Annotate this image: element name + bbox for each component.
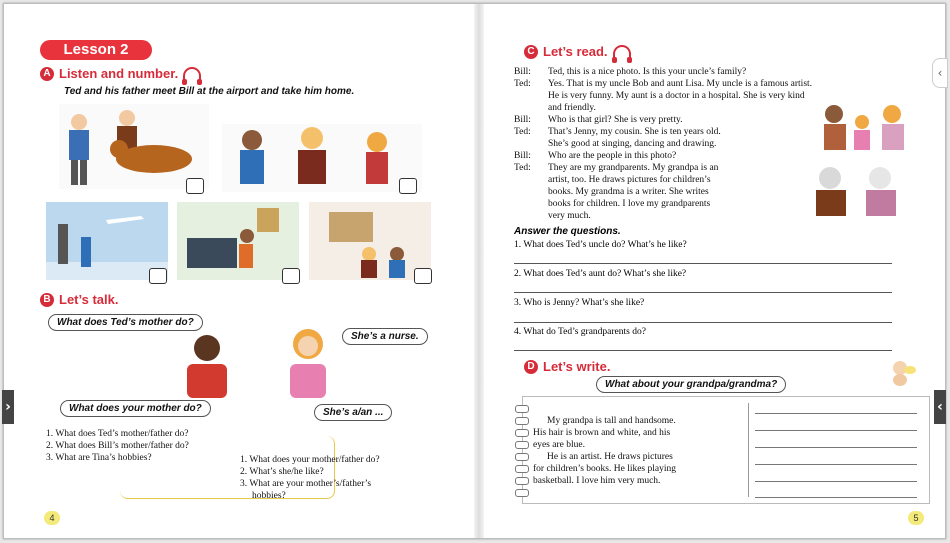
number-box-1[interactable] <box>186 178 204 194</box>
list-item: 2. What’s she/he like? <box>240 467 324 477</box>
left-page <box>4 4 474 538</box>
dialog-text: That’s Jenny, my cousin. She is ten years old. <box>548 127 721 137</box>
illustration-three-kids <box>222 124 422 192</box>
question-list-2 <box>240 454 380 502</box>
dialog-text: She’s good at singing, dancing and drawing. <box>548 139 717 149</box>
list-item: 2. What does Bill’s mother/father do? <box>46 441 189 451</box>
dialog-speaker: Ted: <box>514 163 531 173</box>
writing-line[interactable] <box>755 481 917 482</box>
dialog-text: artist, too. He draws pictures for children’s <box>548 175 711 185</box>
lesson-title: Lesson 2 <box>40 40 152 60</box>
answer-line-4[interactable] <box>514 350 892 351</box>
question-3: 3. Who is Jenny? What’s she like? <box>514 298 645 308</box>
dialog-text: Who is that girl? She is very pretty. <box>548 115 683 125</box>
notebook-divider <box>748 403 749 497</box>
section-d-heading <box>524 359 610 374</box>
illustration-uncle-family <box>814 100 914 152</box>
list-item: 3. What are your mother’s/father’s <box>240 479 372 489</box>
writing-line[interactable] <box>755 464 917 465</box>
section-d-title: Let’s write. <box>543 359 611 374</box>
prev-page-button[interactable] <box>2 390 14 424</box>
chevron-left-icon: ‹ <box>937 399 943 415</box>
dialog-text: Yes. That is my uncle Bob and aunt Lisa. My uncle is a famous artist. <box>548 79 813 89</box>
dialog-text: and friendly. <box>548 103 596 113</box>
spiral-ring <box>515 465 529 473</box>
section-a-title: Listen and number. <box>59 66 179 81</box>
sample-line: basketball. I love him very much. <box>533 476 661 486</box>
speech-bubble-q1: What does Ted’s mother do? <box>48 314 203 331</box>
writing-line[interactable] <box>755 413 917 414</box>
answer-line-2[interactable] <box>514 292 892 293</box>
side-panel-toggle[interactable] <box>932 58 948 88</box>
dialog-speaker: Bill: <box>514 115 531 125</box>
illustration-home <box>177 202 299 280</box>
dialog-text: very much. <box>548 211 591 221</box>
section-b-heading <box>40 292 118 307</box>
dialog-speaker: Ted: <box>514 127 531 137</box>
write-prompt-bubble: What about your grandpa/grandma? <box>596 376 786 393</box>
writing-notebook <box>522 396 930 504</box>
section-a-subtitle: Ted and his father meet Bill at the airport and take him home. <box>64 86 355 97</box>
spiral-ring <box>515 417 529 425</box>
sample-line: eyes are blue. <box>533 440 585 450</box>
sample-line: My grandpa is tall and handsome. <box>547 416 676 426</box>
dialog-line <box>514 66 926 78</box>
book-gutter <box>474 4 484 538</box>
illustration-grandparents <box>800 162 916 218</box>
list-item: 1. What does Ted’s mother/father do? <box>46 429 189 439</box>
number-box-5[interactable] <box>414 268 432 284</box>
list-item: hobbies? <box>252 491 286 501</box>
page-number-right: 5 <box>908 511 924 525</box>
illustration-girl-talking <box>272 326 342 404</box>
question-1: 1. What does Ted’s uncle do? What’s he like? <box>514 240 687 250</box>
writing-line[interactable] <box>755 430 917 431</box>
dialog-text: books. My grandma is a writer. She writes <box>548 187 709 197</box>
page-number-left: 4 <box>44 511 60 525</box>
answer-line-3[interactable] <box>514 322 892 323</box>
headphones-icon[interactable] <box>613 45 631 59</box>
illustration-living-room <box>309 202 431 280</box>
section-c-heading <box>524 44 631 59</box>
section-d-badge: D <box>524 360 538 374</box>
sample-paragraph <box>533 415 733 487</box>
section-a-badge: A <box>40 67 54 81</box>
chevron-right-icon: › <box>5 399 11 415</box>
illustration-man-with-dog <box>59 104 209 189</box>
number-box-3[interactable] <box>149 268 167 284</box>
dialog-speaker: Bill: <box>514 67 531 77</box>
spiral-ring <box>515 477 529 485</box>
dialog-speaker: Bill: <box>514 151 531 161</box>
book-viewer <box>3 3 946 539</box>
section-a-heading <box>40 66 201 81</box>
spiral-ring <box>515 429 529 437</box>
writing-line[interactable] <box>755 447 917 448</box>
sample-line: for children’s books. He likes playing <box>533 464 677 474</box>
cupid-icon <box>884 356 918 388</box>
answer-title: Answer the questions. <box>514 226 621 237</box>
answer-line-1[interactable] <box>514 263 892 264</box>
number-box-4[interactable] <box>282 268 300 284</box>
chevron-left-icon: ‹ <box>937 66 943 80</box>
speech-bubble-a2: She’s a/an ... <box>314 404 392 421</box>
dialog-speaker: Ted: <box>514 79 531 89</box>
question-2: 2. What does Ted’s aunt do? What’s she like? <box>514 269 687 279</box>
right-page <box>484 4 945 538</box>
next-page-button[interactable] <box>934 390 946 424</box>
section-c-title: Let’s read. <box>543 44 608 59</box>
speech-bubble-q2: What does your mother do? <box>60 400 211 417</box>
list-item: 1. What does your mother/father do? <box>240 455 380 465</box>
dialog-text: They are my grandparents. My grandpa is an <box>548 163 719 173</box>
dialog-text: Who are the people in this photo? <box>548 151 677 161</box>
dialog-text: He is very funny. My aunt is a doctor in a hospital. She is very kind <box>548 91 805 101</box>
writing-line[interactable] <box>755 497 917 498</box>
section-b-title: Let’s talk. <box>59 292 119 307</box>
section-c-badge: C <box>524 45 538 59</box>
spiral-ring <box>515 453 529 461</box>
headphones-icon[interactable] <box>183 67 201 81</box>
sample-line: His hair is brown and white, and his <box>533 428 671 438</box>
section-b-badge: B <box>40 293 54 307</box>
number-box-2[interactable] <box>399 178 417 194</box>
illustration-boy-talking <box>169 332 244 402</box>
dialog-text: books for children. I love my grandparents <box>548 199 711 209</box>
list-item: 3. What are Tina’s hobbies? <box>46 453 152 463</box>
dialog-text: Ted, this is a nice photo. Is this your uncle’s family? <box>548 67 747 77</box>
speech-bubble-a1: She’s a nurse. <box>342 328 428 345</box>
spiral-ring <box>515 405 529 413</box>
spiral-ring <box>515 489 529 497</box>
spiral-ring <box>515 441 529 449</box>
question-4: 4. What do Ted’s grandparents do? <box>514 327 646 337</box>
sample-line: He is an artist. He draws pictures <box>547 452 673 462</box>
